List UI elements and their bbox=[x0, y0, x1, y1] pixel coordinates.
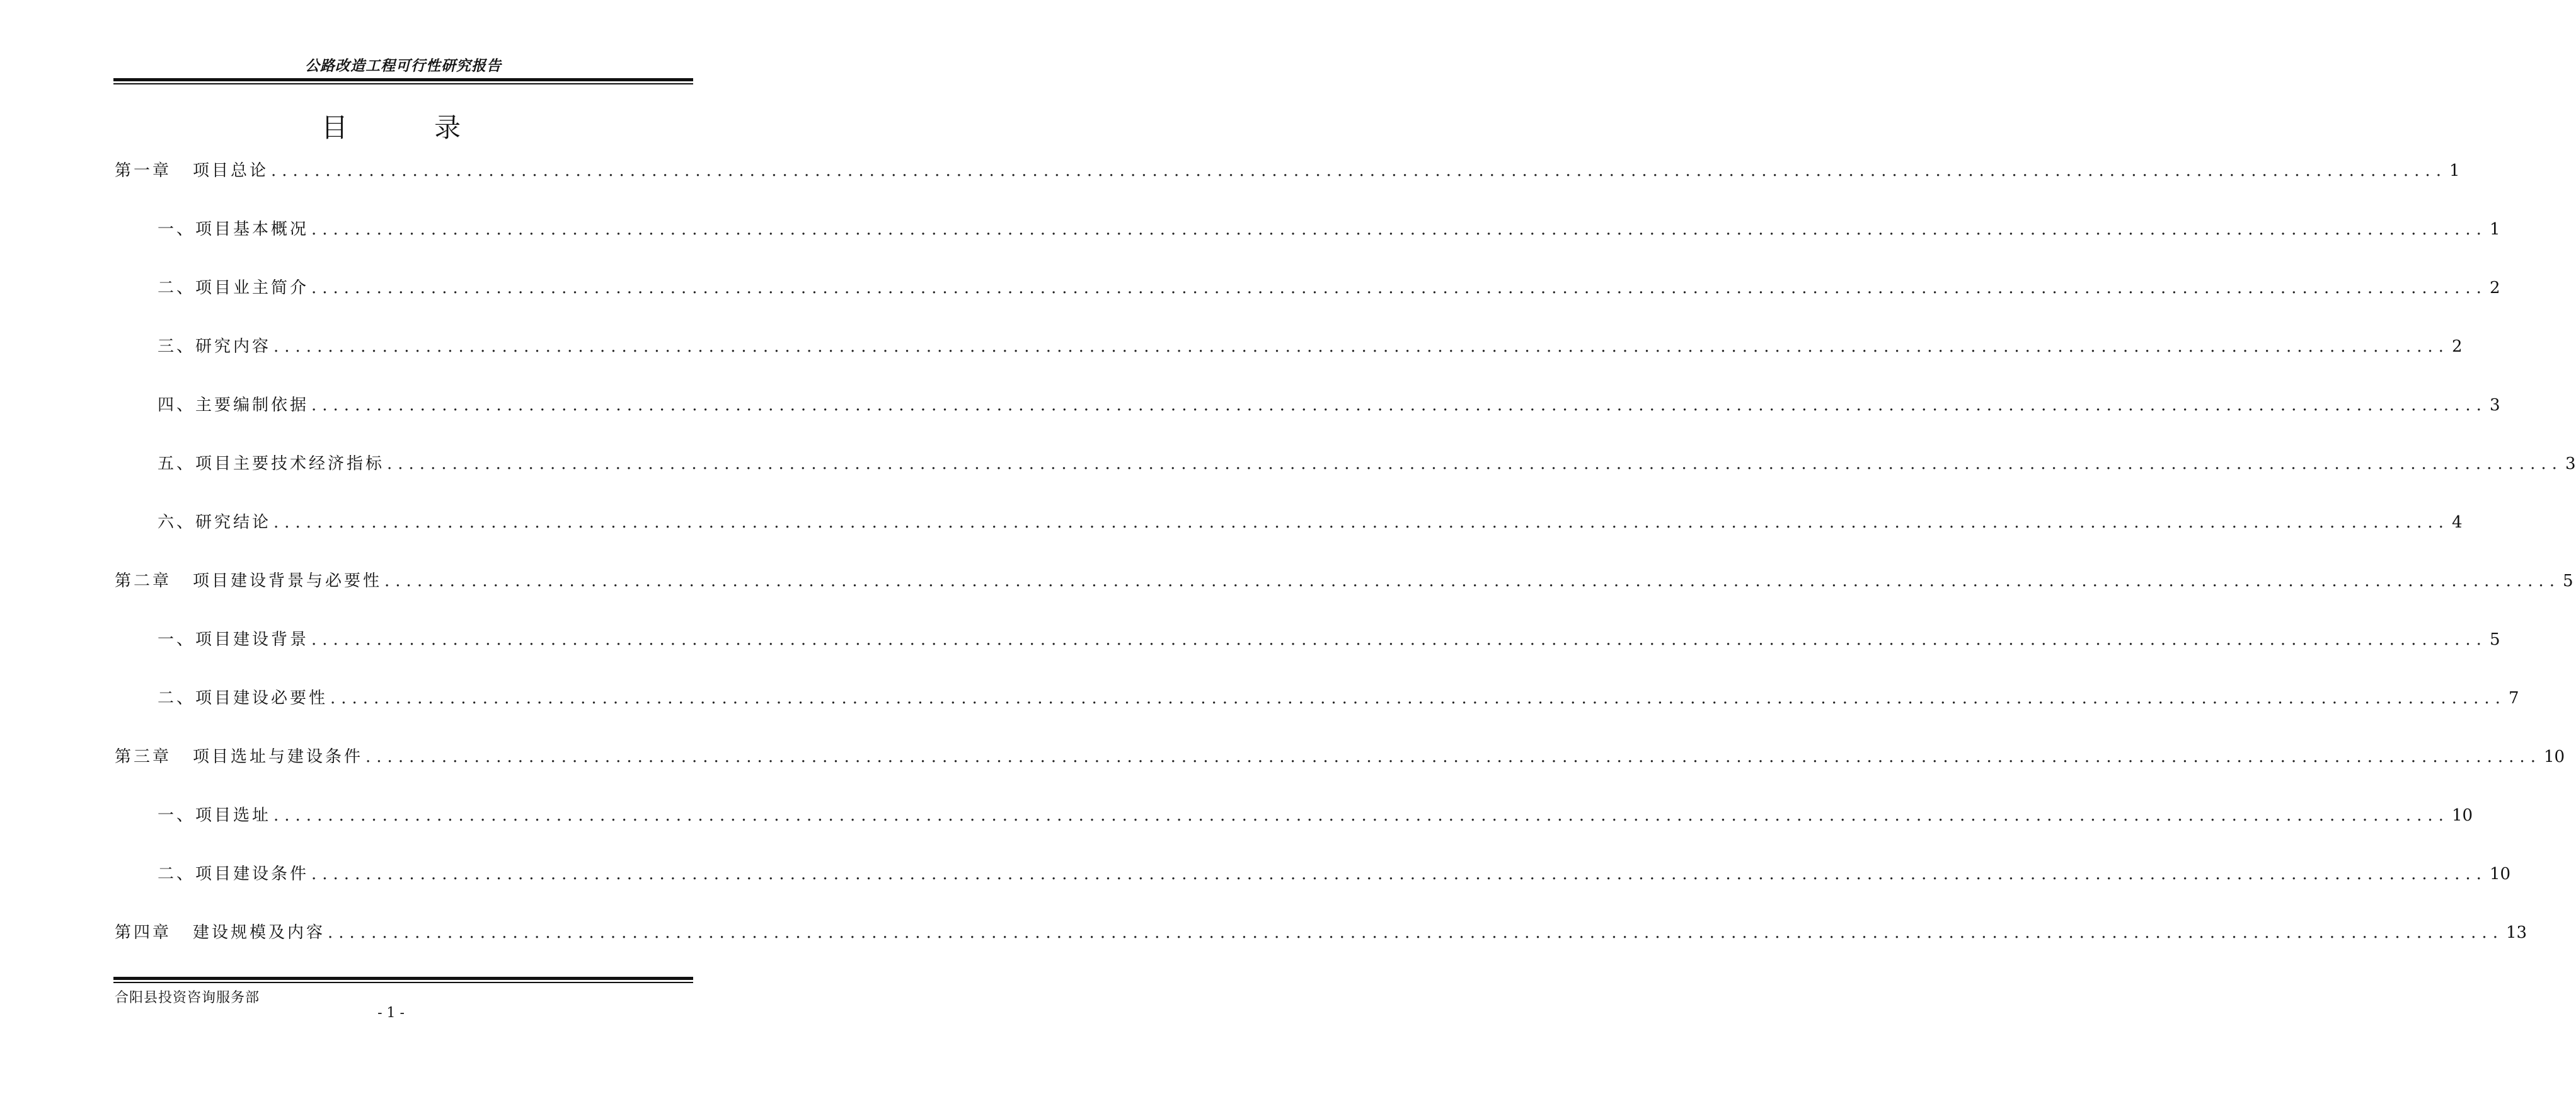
toc-entry-label bbox=[158, 861, 309, 884]
toc-section-entry[interactable] bbox=[115, 275, 2500, 333]
toc-dot-leader: ........................................................................................................................................................................................................ bbox=[365, 747, 2541, 766]
toc-dot-leader: ........................................................................................................................................................................................................ bbox=[311, 396, 2487, 415]
toc-entry-label bbox=[158, 333, 271, 357]
toc-page-number: 10 bbox=[2543, 747, 2565, 766]
footer-rule-thick bbox=[113, 977, 693, 980]
toc-page-number: 2 bbox=[2451, 337, 2463, 356]
toc-dot-leader: ........................................................................................................................................................................................................ bbox=[271, 161, 2447, 180]
toc-section-entry[interactable] bbox=[115, 685, 2519, 744]
toc-section-title: 二、项目业主简介 bbox=[158, 279, 309, 297]
toc-entry-label bbox=[115, 744, 363, 767]
toc-page-number: 3 bbox=[2565, 454, 2576, 473]
toc-entry-label bbox=[158, 216, 309, 239]
toc-dot-leader: ........................................................................................................................................................................................................ bbox=[328, 923, 2504, 942]
toc-section-entry[interactable] bbox=[115, 861, 2511, 919]
toc-section-title: 一、项目建设背景 bbox=[158, 630, 309, 649]
toc-dot-leader: ........................................................................................................................................................................................................ bbox=[330, 689, 2506, 708]
toc-chapter-entry[interactable] bbox=[115, 919, 2527, 978]
toc-section-title: 三、研究内容 bbox=[158, 337, 272, 356]
toc-section-title: 二、项目建设条件 bbox=[158, 865, 309, 884]
toc-chapter-number: 第三章 bbox=[115, 747, 172, 766]
toc-entry-label bbox=[158, 451, 384, 474]
toc-section-entry[interactable] bbox=[115, 451, 2576, 509]
toc-dot-leader: ........................................................................................................................................................................................................ bbox=[387, 454, 2563, 473]
footer-organization: 合阳县投资咨询服务部 bbox=[115, 990, 260, 1006]
toc-dot-leader: ........................................................................................................................................................................................................ bbox=[384, 572, 2560, 590]
toc-chapter-entry[interactable] bbox=[115, 158, 2460, 216]
toc-chapter-title: 项目建设背景与必要性 bbox=[193, 572, 382, 590]
document-header-title: 公路改造工程可行性研究报告 bbox=[305, 57, 502, 74]
toc-chapter-title: 项目总论 bbox=[193, 161, 269, 180]
toc-entry-label bbox=[158, 685, 328, 708]
toc-heading: 目 录 bbox=[321, 112, 500, 143]
toc-entry-label bbox=[158, 392, 309, 415]
toc-page-number: 5 bbox=[2562, 572, 2573, 590]
toc-dot-leader: ........................................................................................................................................................................................................ bbox=[311, 630, 2487, 649]
toc-page-number: 7 bbox=[2508, 689, 2519, 708]
toc-section-entry[interactable] bbox=[115, 392, 2500, 451]
toc-entry-label bbox=[158, 802, 271, 826]
toc-section-entry[interactable] bbox=[115, 802, 2473, 861]
toc-section-title: 四、主要编制依据 bbox=[158, 396, 309, 415]
toc-page-number: 10 bbox=[2451, 806, 2473, 825]
toc-entry-label bbox=[115, 919, 325, 943]
toc-entry-label bbox=[158, 275, 309, 298]
toc-section-title: 六、研究结论 bbox=[158, 513, 272, 532]
toc-chapter-title: 建设规模及内容 bbox=[193, 923, 326, 942]
toc-page-number: 4 bbox=[2451, 513, 2463, 532]
toc-section-entry[interactable] bbox=[115, 216, 2500, 275]
toc-chapter-title: 项目选址与建设条件 bbox=[193, 747, 364, 766]
toc-page-number: 5 bbox=[2489, 630, 2500, 649]
toc-dot-leader: ........................................................................................................................................................................................................ bbox=[311, 220, 2487, 239]
toc-chapter-entry[interactable] bbox=[115, 744, 2565, 802]
toc-section-entry[interactable] bbox=[115, 509, 2463, 568]
toc-dot-leader: ........................................................................................................................................................................................................ bbox=[273, 513, 2449, 532]
table-of-contents bbox=[115, 158, 2576, 978]
toc-section-entry[interactable] bbox=[115, 626, 2500, 685]
toc-chapter-number: 第四章 bbox=[115, 923, 172, 942]
header-rule-thick bbox=[113, 78, 693, 81]
toc-chapter-number: 第二章 bbox=[115, 572, 172, 590]
toc-section-title: 一、项目选址 bbox=[158, 806, 272, 825]
toc-section-title: 五、项目主要技术经济指标 bbox=[158, 454, 385, 473]
toc-entry-label bbox=[115, 568, 382, 591]
toc-dot-leader: ........................................................................................................................................................................................................ bbox=[273, 337, 2449, 356]
toc-section-title: 二、项目建设必要性 bbox=[158, 689, 328, 708]
header-rule-thin bbox=[113, 83, 693, 84]
toc-dot-leader: ........................................................................................................................................................................................................ bbox=[311, 865, 2487, 884]
toc-page-number: 2 bbox=[2489, 279, 2500, 297]
toc-dot-leader: ........................................................................................................................................................................................................ bbox=[273, 806, 2449, 825]
toc-page-number: 13 bbox=[2505, 923, 2527, 942]
footer-rule-thin bbox=[113, 982, 693, 983]
toc-chapter-entry[interactable] bbox=[115, 568, 2573, 626]
toc-entry-label bbox=[158, 626, 309, 650]
toc-section-entry[interactable] bbox=[115, 333, 2463, 392]
toc-entry-label bbox=[115, 158, 268, 181]
toc-page-number: 3 bbox=[2489, 396, 2500, 415]
toc-entry-label bbox=[158, 509, 271, 533]
footer-page-number: - 1 - bbox=[377, 1005, 405, 1021]
toc-section-title: 一、项目基本概况 bbox=[158, 220, 309, 239]
toc-chapter-number: 第一章 bbox=[115, 161, 172, 180]
toc-page-number: 1 bbox=[2449, 161, 2460, 180]
toc-page-number: 10 bbox=[2489, 865, 2511, 884]
toc-page-number: 1 bbox=[2489, 220, 2500, 239]
toc-dot-leader: ........................................................................................................................................................................................................ bbox=[311, 279, 2487, 297]
